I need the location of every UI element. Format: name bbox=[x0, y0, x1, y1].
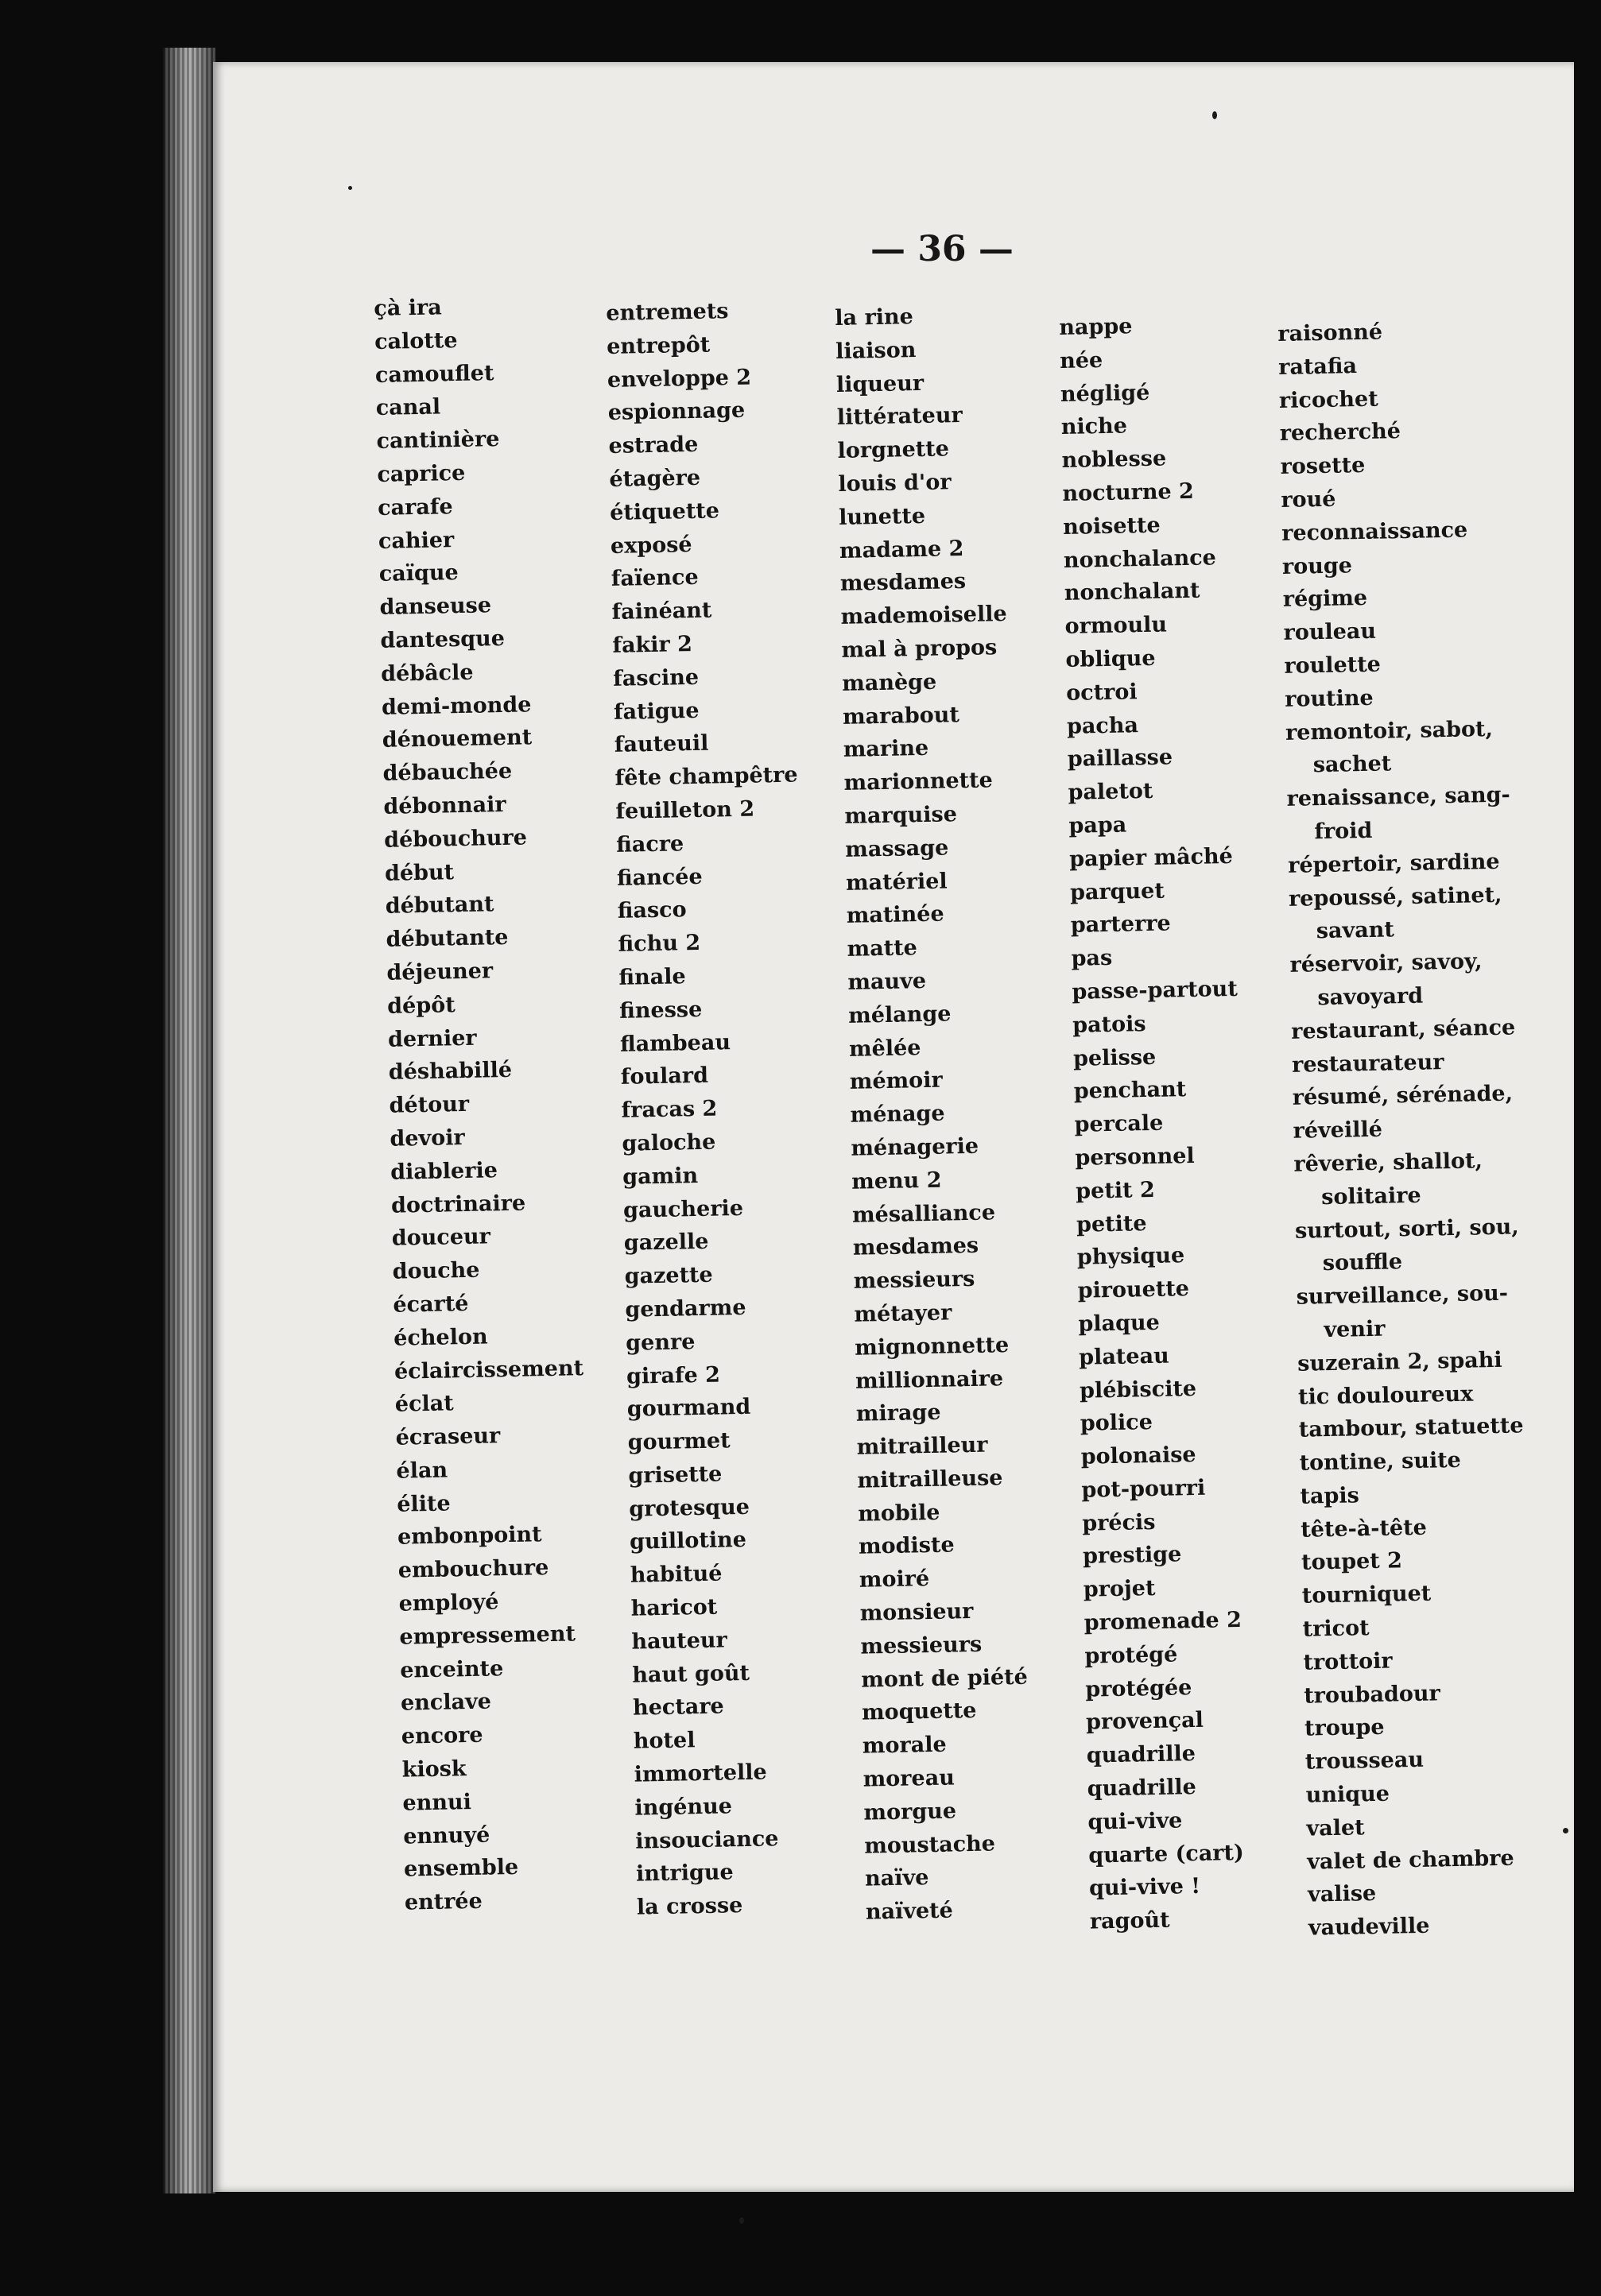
dictionary-word: mesdames bbox=[852, 1233, 979, 1261]
dictionary-word: restaurateur bbox=[1291, 1049, 1444, 1078]
dictionary-word: surveillance, sou- bbox=[1296, 1280, 1509, 1310]
dictionary-word: routine bbox=[1284, 685, 1374, 712]
dictionary-word: venir bbox=[1324, 1316, 1386, 1343]
dictionary-word: morale bbox=[862, 1732, 947, 1759]
dictionary-word: toupet 2 bbox=[1301, 1548, 1403, 1576]
dictionary-word: fiacre bbox=[615, 831, 684, 858]
dictionary-word: mignonnette bbox=[854, 1332, 1010, 1361]
dictionary-word: mitrailleur bbox=[856, 1432, 988, 1460]
dictionary-word: rouleau bbox=[1283, 618, 1377, 646]
dictionary-word: finale bbox=[618, 964, 686, 990]
dictionary-word: petit 2 bbox=[1075, 1177, 1155, 1204]
dictionary-word: parquet bbox=[1069, 878, 1165, 905]
dictionary-word: fatigue bbox=[613, 698, 700, 725]
dictionary-word: modiste bbox=[858, 1532, 955, 1560]
dictionary-word: moreau bbox=[863, 1765, 956, 1792]
dictionary-word: employé bbox=[398, 1589, 499, 1616]
dictionary-word: métayer bbox=[854, 1300, 952, 1327]
dictionary-word: camouflet bbox=[374, 360, 494, 388]
dictionary-word: éclat bbox=[394, 1391, 455, 1418]
dictionary-word: qui-vive bbox=[1087, 1808, 1183, 1835]
dictionary-word: calotte bbox=[374, 327, 458, 354]
dictionary-word: solitaire bbox=[1320, 1183, 1421, 1210]
dictionary-word: plaque bbox=[1078, 1310, 1161, 1337]
dictionary-word: entrepôt bbox=[606, 332, 711, 359]
dictionary-word: liqueur bbox=[835, 370, 925, 397]
dictionary-word: sachet bbox=[1312, 751, 1392, 778]
dictionary-word: menu 2 bbox=[851, 1167, 942, 1194]
dictionary-word: mobile bbox=[857, 1500, 940, 1527]
dictionary-word: hauteur bbox=[631, 1628, 728, 1655]
dictionary-word: passe-partout bbox=[1072, 976, 1239, 1005]
dictionary-word: ménage bbox=[850, 1101, 945, 1128]
dictionary-word: insouciance bbox=[635, 1826, 779, 1854]
dictionary-word: protégé bbox=[1084, 1642, 1178, 1669]
dictionary-word: çà ira bbox=[374, 295, 442, 321]
dictionary-word: police bbox=[1080, 1410, 1153, 1437]
dictionary-word: nocturne 2 bbox=[1062, 478, 1195, 506]
dictionary-word: moiré bbox=[859, 1566, 930, 1593]
dictionary-word: suzerain 2, spahi bbox=[1297, 1347, 1502, 1376]
book-spine bbox=[163, 48, 215, 2193]
dictionary-word: déjeuner bbox=[386, 958, 494, 985]
dictionary-word: trottoir bbox=[1303, 1648, 1393, 1675]
dictionary-word: mont de piété bbox=[860, 1664, 1029, 1693]
dictionary-word: lorgnette bbox=[837, 436, 950, 464]
dictionary-word: personnel bbox=[1075, 1143, 1195, 1171]
dictionary-word: fête champêtre bbox=[614, 762, 798, 792]
dictionary-word: gazette bbox=[624, 1262, 713, 1289]
dictionary-word: percale bbox=[1074, 1110, 1164, 1137]
dictionary-word: moquette bbox=[861, 1698, 977, 1726]
dictionary-word: dantesque bbox=[380, 625, 506, 653]
dictionary-word: gourmet bbox=[627, 1428, 731, 1455]
dictionary-word: remontoir, sabot, bbox=[1285, 716, 1494, 745]
dictionary-word: projet bbox=[1083, 1576, 1156, 1602]
dictionary-word: massage bbox=[844, 835, 949, 862]
dictionary-word: girafe 2 bbox=[626, 1361, 721, 1389]
dictionary-word: pot-pourri bbox=[1081, 1475, 1206, 1503]
dictionary-word: marabout bbox=[842, 702, 960, 730]
dictionary-word: tricot bbox=[1302, 1616, 1370, 1642]
dictionary-word: froid bbox=[1314, 818, 1373, 845]
dictionary-word: gazelle bbox=[623, 1229, 709, 1256]
dictionary-word: régime bbox=[1282, 586, 1368, 613]
dictionary-word: débutant bbox=[385, 892, 494, 920]
dictionary-word: naïve bbox=[864, 1865, 929, 1892]
dictionary-word: unique bbox=[1305, 1781, 1390, 1808]
dictionary-word: répertoir, sardine bbox=[1287, 849, 1500, 878]
dictionary-word: savoyard bbox=[1317, 983, 1424, 1011]
dictionary-word: réservoir, savoy, bbox=[1289, 949, 1483, 978]
dictionary-word: matériel bbox=[845, 868, 948, 896]
dictionary-word: quadrille bbox=[1086, 1741, 1196, 1768]
dictionary-word: grotesque bbox=[628, 1494, 750, 1522]
dictionary-word: mélange bbox=[847, 1001, 952, 1028]
dictionary-word: messieurs bbox=[853, 1266, 975, 1294]
dictionary-word: troubadour bbox=[1303, 1681, 1441, 1709]
dictionary-word: canal bbox=[375, 394, 441, 421]
dictionary-word: valet bbox=[1306, 1815, 1365, 1841]
dictionary-word: paletot bbox=[1068, 778, 1153, 806]
dictionary-word: ormoulu bbox=[1064, 612, 1168, 640]
dictionary-word: tic douloureux bbox=[1297, 1381, 1474, 1410]
dictionary-word: madame 2 bbox=[839, 536, 964, 563]
dictionary-word: rêverie, shallot, bbox=[1293, 1148, 1483, 1177]
dictionary-word: renaissance, sang- bbox=[1286, 782, 1511, 812]
dictionary-word: la crosse bbox=[636, 1893, 743, 1920]
dictionary-word: tête-à-tête bbox=[1300, 1515, 1428, 1543]
dictionary-word: naïveté bbox=[865, 1898, 954, 1925]
dictionary-word: écarté bbox=[393, 1291, 469, 1318]
dictionary-word: étiquette bbox=[609, 498, 720, 525]
dictionary-word: roué bbox=[1281, 486, 1336, 513]
dictionary-word: kiosk bbox=[401, 1756, 467, 1783]
dictionary-word: mesdames bbox=[839, 569, 967, 597]
dictionary-word: qui-vive ! bbox=[1088, 1874, 1201, 1902]
dictionary-word: rosette bbox=[1280, 453, 1366, 480]
dictionary-word: ratafia bbox=[1277, 353, 1358, 380]
dictionary-word: marionnette bbox=[843, 768, 994, 796]
dictionary-word: pas bbox=[1071, 946, 1113, 971]
dictionary-word: gamin bbox=[622, 1163, 699, 1190]
dictionary-word: espionnage bbox=[607, 398, 746, 426]
dictionary-word: caïque bbox=[378, 560, 459, 587]
dictionary-word: souffle bbox=[1322, 1249, 1403, 1276]
dictionary-word: reconnaissance bbox=[1281, 517, 1468, 546]
dictionary-word: gendarme bbox=[625, 1295, 746, 1322]
dictionary-word: fauteuil bbox=[614, 730, 709, 758]
dictionary-word: gaucherie bbox=[622, 1195, 744, 1223]
dictionary-word: doctrinaire bbox=[390, 1191, 526, 1218]
dictionary-word: fakir 2 bbox=[612, 631, 693, 658]
dictionary-word: moustache bbox=[864, 1831, 996, 1859]
dictionary-word: débonnair bbox=[383, 792, 506, 819]
dictionary-word: nonchalance bbox=[1063, 544, 1217, 573]
dictionary-word: ragoût bbox=[1089, 1907, 1170, 1934]
dictionary-word: haut goût bbox=[631, 1660, 750, 1688]
dictionary-word: pelisse bbox=[1072, 1044, 1157, 1071]
dictionary-word: finesse bbox=[618, 997, 703, 1024]
dictionary-word: genre bbox=[625, 1329, 696, 1356]
dictionary-word: faïence bbox=[611, 565, 699, 592]
dictionary-word: petite bbox=[1076, 1210, 1147, 1237]
dictionary-word: élan bbox=[396, 1458, 448, 1484]
word-column-4 bbox=[1059, 308, 1256, 1939]
dictionary-word: mitrailleuse bbox=[857, 1465, 1003, 1493]
dictionary-word: physique bbox=[1076, 1243, 1185, 1271]
dictionary-word: carafe bbox=[377, 494, 453, 521]
dictionary-word: parterre bbox=[1070, 911, 1172, 939]
dictionary-word: quarte (cart) bbox=[1088, 1840, 1245, 1868]
dictionary-word: messieurs bbox=[860, 1632, 983, 1659]
dictionary-word: flambeau bbox=[619, 1029, 731, 1057]
dictionary-word: millionnaire bbox=[855, 1365, 1004, 1394]
print-speck bbox=[739, 2217, 744, 2224]
dictionary-word: foulard bbox=[620, 1063, 709, 1090]
dictionary-word: entremets bbox=[606, 299, 729, 326]
dictionary-word: octroi bbox=[1065, 679, 1138, 706]
dictionary-word: liaison bbox=[835, 337, 917, 364]
dictionary-word: tapis bbox=[1300, 1483, 1360, 1509]
dictionary-word: mademoiselle bbox=[840, 602, 1007, 630]
dictionary-word: cahier bbox=[378, 527, 455, 554]
dictionary-word: pirouette bbox=[1077, 1276, 1190, 1303]
dictionary-word: mêlée bbox=[848, 1035, 921, 1062]
dictionary-word: oblique bbox=[1065, 645, 1156, 672]
dictionary-word: hectare bbox=[632, 1694, 724, 1721]
dictionary-word: patois bbox=[1072, 1011, 1146, 1038]
dictionary-word: douche bbox=[392, 1257, 480, 1284]
dictionary-word: début bbox=[384, 859, 455, 886]
dictionary-word: fichu 2 bbox=[618, 931, 701, 957]
dictionary-word: détour bbox=[389, 1092, 470, 1118]
dictionary-word: la rine bbox=[835, 304, 914, 331]
dictionary-word: valise bbox=[1307, 1881, 1377, 1908]
dictionary-word: fiancée bbox=[616, 864, 703, 891]
dictionary-word: guillotine bbox=[629, 1527, 747, 1555]
dictionary-word: négligé bbox=[1060, 380, 1150, 407]
dictionary-word: déshabillé bbox=[388, 1058, 513, 1086]
dictionary-word: galoche bbox=[622, 1129, 716, 1156]
dictionary-word: réveillé bbox=[1293, 1117, 1383, 1144]
dictionary-word: tontine, suite bbox=[1299, 1447, 1462, 1476]
dictionary-word: mal à propos bbox=[841, 635, 998, 663]
page-number: — 36 — bbox=[870, 229, 1014, 269]
dictionary-word: dépôt bbox=[386, 992, 455, 1019]
dictionary-word: dénouement bbox=[382, 725, 533, 753]
dictionary-word: fascine bbox=[612, 664, 700, 691]
dictionary-word: ingénue bbox=[634, 1794, 733, 1821]
dictionary-word: marquise bbox=[844, 802, 958, 829]
dictionary-word: résumé, sérénade, bbox=[1292, 1081, 1514, 1111]
dictionary-word: embonpoint bbox=[397, 1522, 542, 1551]
dictionary-word: éclaircissement bbox=[393, 1355, 584, 1384]
dictionary-word: douceur bbox=[391, 1224, 491, 1252]
dictionary-word: intrigue bbox=[635, 1860, 734, 1888]
dictionary-word: plébiscite bbox=[1079, 1376, 1197, 1404]
dictionary-word: embouchure bbox=[397, 1555, 549, 1583]
dictionary-word: ennuyé bbox=[403, 1822, 490, 1849]
dictionary-word: étagère bbox=[609, 465, 701, 492]
dictionary-word: recherché bbox=[1279, 419, 1401, 447]
dictionary-word: précis bbox=[1081, 1509, 1156, 1536]
dictionary-word: fainéant bbox=[611, 598, 712, 625]
dictionary-word: prestige bbox=[1082, 1542, 1182, 1570]
dictionary-word: nappe bbox=[1059, 314, 1133, 340]
dictionary-word: mésalliance bbox=[851, 1199, 996, 1228]
dictionary-word: trousseau bbox=[1304, 1748, 1425, 1775]
dictionary-word: habitué bbox=[630, 1561, 723, 1588]
print-speck bbox=[1563, 1828, 1568, 1833]
dictionary-word: enveloppe 2 bbox=[607, 365, 752, 393]
dictionary-word: haricot bbox=[630, 1594, 718, 1621]
dictionary-word: polonaise bbox=[1080, 1442, 1196, 1469]
dictionary-word: fracas 2 bbox=[621, 1096, 718, 1123]
dictionary-word: noblesse bbox=[1061, 446, 1167, 474]
dictionary-word: dernier bbox=[387, 1025, 477, 1052]
dictionary-word: repoussé, satinet, bbox=[1288, 882, 1502, 912]
dictionary-word: roulette bbox=[1284, 652, 1382, 679]
dictionary-word: immortelle bbox=[634, 1760, 767, 1787]
dictionary-word: ricochet bbox=[1278, 386, 1378, 413]
dictionary-word: écraseur bbox=[395, 1423, 501, 1450]
dictionary-word: vaudeville bbox=[1308, 1913, 1430, 1941]
dictionary-word: morgue bbox=[863, 1798, 957, 1826]
print-speck bbox=[1212, 111, 1217, 119]
dictionary-word: feuilleton 2 bbox=[615, 796, 755, 824]
dictionary-word: nonchalant bbox=[1064, 579, 1200, 606]
dictionary-word: restaurant, séance bbox=[1290, 1015, 1516, 1044]
dictionary-word: tourniquet bbox=[1301, 1581, 1432, 1609]
dictionary-word: raisonné bbox=[1277, 319, 1383, 347]
dictionary-word: matinée bbox=[846, 901, 944, 929]
dictionary-word: entrée bbox=[404, 1889, 483, 1915]
dictionary-word: penchant bbox=[1073, 1077, 1187, 1105]
dictionary-word: danseuse bbox=[379, 593, 492, 621]
dictionary-word: savant bbox=[1316, 917, 1395, 944]
dictionary-word: fiasco bbox=[617, 897, 687, 924]
dictionary-word: matte bbox=[847, 935, 918, 962]
dictionary-word: mirage bbox=[855, 1400, 941, 1427]
dictionary-word: mémoir bbox=[849, 1067, 943, 1095]
dictionary-word: grisette bbox=[628, 1462, 723, 1489]
dictionary-word: débauchée bbox=[382, 758, 513, 787]
dictionary-word: ennui bbox=[402, 1789, 472, 1816]
dictionary-word: née bbox=[1059, 347, 1103, 374]
dictionary-word: valet de chambre bbox=[1307, 1845, 1514, 1875]
dictionary-word: niche bbox=[1060, 413, 1128, 440]
dictionary-word: quadrille bbox=[1087, 1775, 1197, 1802]
dictionary-word: ménagerie bbox=[851, 1133, 979, 1161]
dictionary-word: échelon bbox=[393, 1324, 488, 1351]
dictionary-word: exposé bbox=[610, 532, 692, 559]
dictionary-word: cantinière bbox=[376, 427, 500, 455]
dictionary-word: estrade bbox=[608, 432, 699, 459]
dictionary-word: papa bbox=[1068, 812, 1127, 838]
dictionary-word: littérateur bbox=[836, 403, 963, 431]
dictionary-word: débutante bbox=[386, 925, 509, 952]
dictionary-word: demi-monde bbox=[381, 691, 532, 720]
dictionary-word: manège bbox=[841, 669, 937, 696]
word-column-5 bbox=[1277, 314, 1533, 1946]
dictionary-word: promenade 2 bbox=[1083, 1607, 1242, 1636]
dictionary-word: noisette bbox=[1062, 513, 1161, 540]
dictionary-word: encore bbox=[401, 1722, 483, 1749]
dictionary-word: mauve bbox=[847, 968, 927, 995]
word-column-1 bbox=[374, 288, 594, 1919]
dictionary-word: diablerie bbox=[390, 1157, 498, 1185]
word-column-3 bbox=[835, 299, 1033, 1930]
dictionary-word: plateau bbox=[1078, 1343, 1169, 1370]
dictionary-word: élite bbox=[396, 1491, 451, 1517]
dictionary-word: paillasse bbox=[1067, 745, 1173, 772]
dictionary-word: empressement bbox=[399, 1621, 576, 1650]
dictionary-word: ensemble bbox=[403, 1855, 519, 1883]
dictionary-word: provençal bbox=[1085, 1708, 1204, 1736]
print-speck bbox=[348, 186, 352, 190]
dictionary-word: troupe bbox=[1304, 1715, 1385, 1742]
dictionary-word: gourmand bbox=[626, 1395, 751, 1423]
dictionary-word: devoir bbox=[390, 1125, 465, 1152]
dictionary-word: lunette bbox=[838, 503, 926, 530]
dictionary-word: monsieur bbox=[859, 1599, 974, 1626]
dictionary-word: pacha bbox=[1066, 712, 1139, 739]
dictionary-word: débouchure bbox=[383, 825, 528, 853]
dictionary-word: débâcle bbox=[380, 660, 474, 687]
dictionary-word: marine bbox=[843, 736, 929, 763]
dictionary-word: caprice bbox=[377, 460, 466, 487]
dictionary-word: surtout, sorti, sou, bbox=[1294, 1214, 1519, 1244]
dictionary-word: louis d'or bbox=[838, 470, 952, 497]
dictionary-word: tambour, statuette bbox=[1298, 1413, 1524, 1443]
dictionary-word: rouge bbox=[1281, 552, 1353, 579]
word-column-2 bbox=[606, 294, 820, 1925]
dictionary-word: hotel bbox=[633, 1728, 696, 1754]
dictionary-word: papier mâché bbox=[1068, 843, 1234, 872]
dictionary-word: enceinte bbox=[399, 1655, 504, 1683]
dictionary-word: protégée bbox=[1084, 1675, 1192, 1702]
dictionary-word: enclave bbox=[400, 1689, 492, 1717]
